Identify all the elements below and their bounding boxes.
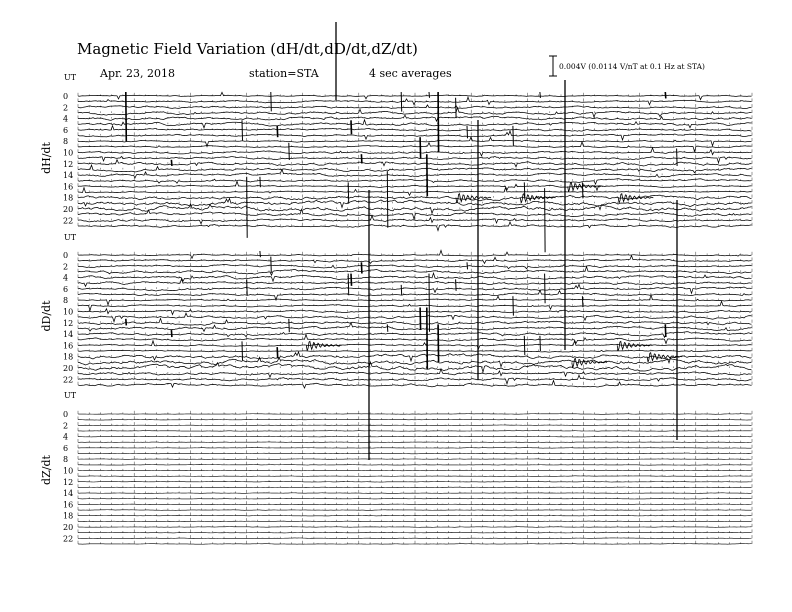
event-spike <box>242 120 243 140</box>
row-ticks <box>78 217 752 220</box>
row-ticks <box>78 473 752 476</box>
row-label: 22 <box>63 216 74 226</box>
row-ticks <box>78 370 752 373</box>
row-ticks <box>78 172 752 175</box>
event-spike <box>513 126 514 146</box>
row-ticks <box>78 303 752 306</box>
event-spike <box>348 274 349 296</box>
oscillation-burst <box>572 358 607 367</box>
row-ticks <box>78 132 752 135</box>
row-ticks <box>78 467 752 470</box>
row-label: 16 <box>63 182 74 192</box>
row-label: 22 <box>63 534 74 544</box>
event-spike <box>361 262 362 273</box>
row-ticks <box>78 507 752 510</box>
ut-label: UT <box>64 73 77 82</box>
row-label: 0 <box>63 92 69 101</box>
row-ticks <box>78 462 752 465</box>
row-ticks <box>78 331 752 334</box>
event-spike <box>242 341 243 360</box>
row-ticks <box>78 200 752 203</box>
row-label: 16 <box>63 341 74 351</box>
row-label: 4 <box>63 432 69 442</box>
row-ticks <box>78 166 752 169</box>
scale-bar <box>549 56 557 76</box>
trace-row <box>78 375 752 384</box>
row-ticks <box>78 155 752 158</box>
row-ticks <box>78 484 752 487</box>
row-ticks <box>78 456 752 459</box>
event-spike <box>524 336 525 355</box>
row-ticks <box>78 490 752 493</box>
row-ticks <box>78 337 752 340</box>
row-ticks <box>78 211 752 214</box>
event-spike <box>260 251 261 257</box>
row-ticks <box>78 252 752 255</box>
row-ticks <box>78 263 752 266</box>
event-spike <box>665 92 666 98</box>
row-label: 2 <box>63 421 69 431</box>
event-spike <box>456 279 457 291</box>
row-label: 18 <box>63 511 74 521</box>
row-label: 8 <box>63 296 69 306</box>
row-ticks <box>78 416 752 419</box>
event-spike <box>420 137 421 158</box>
chart-title: Magnetic Field Variation (dH/dt,dD/dt,dZ/dt) <box>77 40 418 58</box>
row-label: 2 <box>63 262 69 272</box>
event-spike <box>171 330 172 337</box>
row-label: 22 <box>63 375 74 385</box>
row-label: 20 <box>63 205 74 214</box>
event-spike <box>351 274 352 286</box>
event-spike <box>429 92 430 98</box>
row-label: 6 <box>63 284 69 294</box>
row-label: 12 <box>63 318 74 328</box>
row-ticks <box>78 359 752 362</box>
row-ticks <box>78 376 752 379</box>
row-ticks <box>78 104 752 107</box>
trace-row <box>78 222 752 231</box>
row-label: 18 <box>63 193 74 203</box>
row-ticks <box>78 127 752 130</box>
row-ticks <box>78 382 752 385</box>
row-label: 0 <box>63 251 69 260</box>
row-ticks <box>78 541 752 544</box>
trace-row <box>78 301 752 310</box>
row-label: 10 <box>63 307 74 317</box>
event-spike <box>540 92 541 98</box>
row-ticks <box>78 178 752 181</box>
event-spike <box>387 171 388 228</box>
row-ticks <box>78 206 752 209</box>
row-ticks <box>78 320 752 323</box>
row-ticks <box>78 308 752 311</box>
row-ticks <box>78 223 752 226</box>
event-spike <box>582 296 583 307</box>
row-ticks <box>78 422 752 425</box>
event-spike <box>438 92 439 152</box>
row-ticks <box>78 513 752 516</box>
trace-row <box>78 313 752 322</box>
row-label: 12 <box>63 477 74 487</box>
row-ticks <box>78 98 752 101</box>
event-spike <box>427 154 428 196</box>
ut-label: UT <box>64 233 77 242</box>
row-ticks <box>78 445 752 448</box>
panel-axis-label: dH/dt <box>40 142 53 174</box>
row-label: 18 <box>63 352 74 362</box>
row-ticks <box>78 161 752 164</box>
trace-row <box>78 332 752 338</box>
row-ticks <box>78 496 752 499</box>
event-spike <box>247 177 248 238</box>
averages-label: 4 sec averages <box>369 67 452 80</box>
event-spike <box>540 336 541 351</box>
event-spike <box>467 126 468 138</box>
row-ticks <box>78 479 752 482</box>
row-label: 6 <box>63 125 69 135</box>
row-label: 6 <box>63 443 69 453</box>
row-ticks <box>78 348 752 351</box>
panel-dddt <box>40 233 752 388</box>
event-spike <box>171 160 172 166</box>
row-ticks <box>78 529 752 532</box>
row-ticks <box>78 411 752 414</box>
row-ticks <box>78 138 752 141</box>
row-ticks <box>78 286 752 289</box>
ut-label: UT <box>64 391 77 400</box>
row-ticks <box>78 518 752 521</box>
event-spike <box>467 262 468 269</box>
row-ticks <box>78 115 752 118</box>
row-label: 4 <box>63 273 69 283</box>
row-ticks <box>78 439 752 442</box>
trace-row <box>78 137 752 147</box>
event-spike <box>545 274 546 304</box>
event-spike <box>277 347 278 358</box>
row-ticks <box>78 535 752 538</box>
row-ticks <box>78 433 752 436</box>
row-label: 14 <box>63 171 74 181</box>
row-ticks <box>78 314 752 317</box>
event-spike <box>665 324 666 337</box>
event-spike <box>429 274 430 332</box>
row-label: 10 <box>63 148 74 158</box>
event-spike <box>351 120 352 134</box>
row-ticks <box>78 501 752 504</box>
row-ticks <box>78 189 752 192</box>
panel-dzdt <box>40 391 752 544</box>
date-label: Apr. 23, 2018 <box>100 67 176 80</box>
row-ticks <box>78 110 752 113</box>
row-ticks <box>78 524 752 527</box>
oscillation-burst <box>617 341 652 350</box>
row-label: 4 <box>63 114 69 124</box>
row-label: 20 <box>63 364 74 373</box>
event-spike <box>513 296 514 315</box>
event-spike <box>387 324 388 331</box>
event-spike <box>420 308 421 331</box>
oscillation-burst <box>306 341 341 350</box>
event-spike <box>247 279 248 296</box>
event-spike <box>427 308 428 370</box>
event-spike <box>289 143 290 160</box>
row-ticks <box>78 325 752 328</box>
row-ticks <box>78 280 752 283</box>
row-label: 14 <box>63 489 74 499</box>
event-spike <box>677 149 678 167</box>
row-ticks <box>78 365 752 368</box>
trace-row <box>78 290 752 300</box>
row-ticks <box>78 450 752 453</box>
row-ticks <box>78 428 752 431</box>
row-ticks <box>78 183 752 186</box>
event-spike <box>438 324 439 362</box>
oscillation-burst <box>456 194 491 203</box>
row-label: 0 <box>63 410 69 419</box>
row-label: 20 <box>63 523 74 532</box>
event-spike <box>401 285 402 295</box>
event-spike <box>126 92 127 141</box>
event-spike <box>582 182 583 198</box>
row-ticks <box>78 291 752 294</box>
event-spike <box>271 257 272 274</box>
row-label: 8 <box>63 455 69 465</box>
panels <box>40 22 752 544</box>
event-spike <box>456 98 457 118</box>
row-ticks <box>78 257 752 260</box>
panel-dhdt <box>40 73 752 252</box>
panel-axis-label: dD/dt <box>40 300 53 332</box>
event-spike <box>260 177 261 187</box>
event-spike <box>401 92 402 112</box>
row-label: 14 <box>63 330 74 340</box>
row-label: 16 <box>63 500 74 510</box>
row-label: 2 <box>63 103 69 113</box>
event-spike <box>126 319 127 326</box>
event-spike <box>348 182 349 203</box>
row-label: 10 <box>63 466 74 476</box>
row-label: 12 <box>63 159 74 169</box>
row-ticks <box>78 121 752 124</box>
row-ticks <box>78 269 752 272</box>
panel-axis-label: dZ/dt <box>40 455 53 485</box>
event-spike <box>277 126 278 137</box>
row-ticks <box>78 149 752 152</box>
event-spike <box>361 154 362 163</box>
trace-row <box>78 309 752 315</box>
row-ticks <box>78 93 752 96</box>
row-ticks <box>78 144 752 147</box>
event-spike <box>271 92 272 111</box>
row-ticks <box>78 274 752 277</box>
event-spike <box>289 319 290 332</box>
row-label: 8 <box>63 137 69 147</box>
scale-label: 0.004V (0.0114 V/nT at 0.1 Hz at STA) <box>559 62 705 71</box>
station-label: station=STA <box>249 67 319 80</box>
row-ticks <box>78 297 752 300</box>
